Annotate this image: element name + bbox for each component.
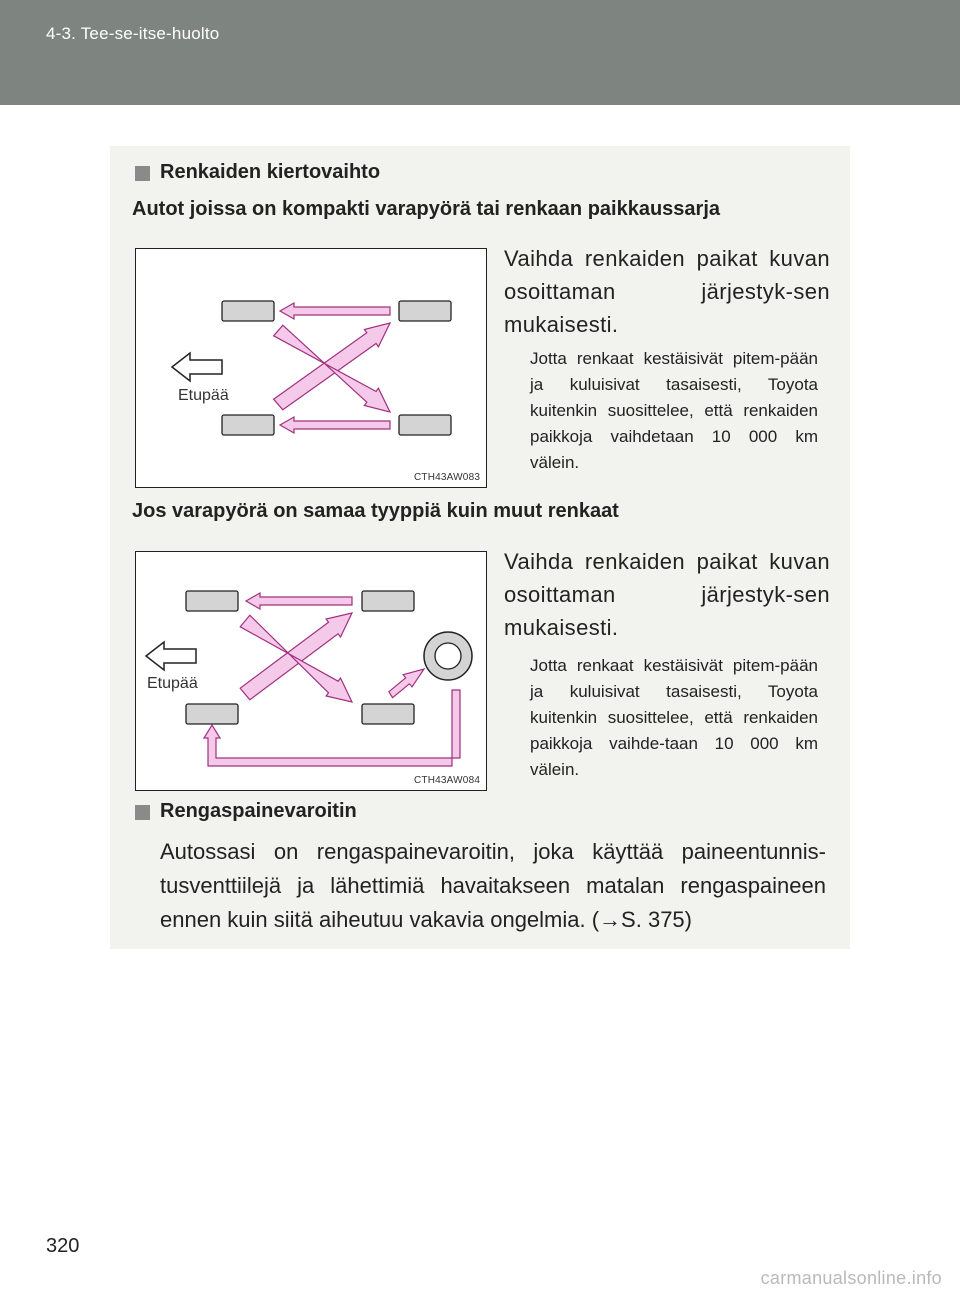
figure-label-front: Etupää [178, 387, 229, 404]
rotation-diagram-compact [136, 249, 486, 487]
figure-rotation-compact [135, 248, 487, 488]
warning-paragraph: Autossasi on rengaspainevaroitin, joka käyttää paineentunnis-tusventtiilejä ja lähettimiä havaitakseen matalan rengaspaineen ennen kuin siitä aiheutuu vakavia ongelmia. (→S. 375) [160, 839, 826, 932]
section-title: 4-3. Tee-se-itse-huolto [46, 24, 220, 43]
arrow-to-spare-icon [389, 669, 424, 698]
page-header [0, 0, 960, 105]
section-heading-warning: Rengaspainevaroitin [160, 800, 357, 822]
arrow-top-icon [280, 303, 390, 319]
tire-rear-right-icon [362, 704, 414, 724]
front-direction-arrow-icon [172, 353, 222, 381]
note-text-compact: Jotta renkaat kestäisivät pitem-pään ja kuluisivat tasaisesti, Toyota kuitenkin suosittelee, että renkaiden paikkoja vaihdetaan 10 000 km välein. [530, 349, 818, 472]
arrow-top-icon [246, 593, 352, 609]
figure-rotation-same-type [135, 551, 487, 791]
front-direction-arrow-icon [146, 642, 196, 670]
tire-front-left-icon [186, 591, 238, 611]
bullet-square-icon [135, 166, 150, 181]
section-heading-rotation: Renkaiden kiertovaihto [160, 161, 381, 183]
subheading-compact-spare: Autot joissa on kompakti varapyörä tai renkaan paikkaussarja [132, 198, 721, 220]
bullet-square-icon [135, 805, 150, 820]
tire-front-right-icon [222, 415, 274, 435]
tire-front-left-icon [222, 301, 274, 321]
arrow-spare-return-icon [204, 690, 460, 766]
rotation-diagram-same-type [136, 552, 486, 790]
arrow-bottom-icon [280, 417, 390, 433]
subheading-same-type-spare: Jos varapyörä on samaa tyyppiä kuin muut renkaat [132, 500, 619, 522]
tire-front-right-icon [186, 704, 238, 724]
tire-rear-left-icon [399, 301, 451, 321]
note-text-same-type: Jotta renkaat kestäisivät pitem-pään ja kuluisivat tasaisesti, Toyota kuitenkin suosittelee, että renkaiden paikkoja vaihde-taan 10 000 km välein. [530, 656, 818, 779]
page-number: 320 [46, 1235, 80, 1257]
figure-code: CTH43AW083 [414, 472, 481, 483]
figure-code: CTH43AW084 [414, 775, 481, 786]
tire-rear-right-icon [399, 415, 451, 435]
instruction-text-same-type: Vaihda renkaiden paikat kuvan osoittaman järjestyk-sen mukaisesti. [504, 549, 830, 640]
instruction-text-compact: Vaihda renkaiden paikat kuvan osoittaman järjestyk-sen mukaisesti. [504, 246, 830, 337]
tire-rear-left-icon [362, 591, 414, 611]
figure-label-front: Etupää [147, 675, 198, 692]
watermark: carmanualsonline.info [760, 1268, 942, 1288]
